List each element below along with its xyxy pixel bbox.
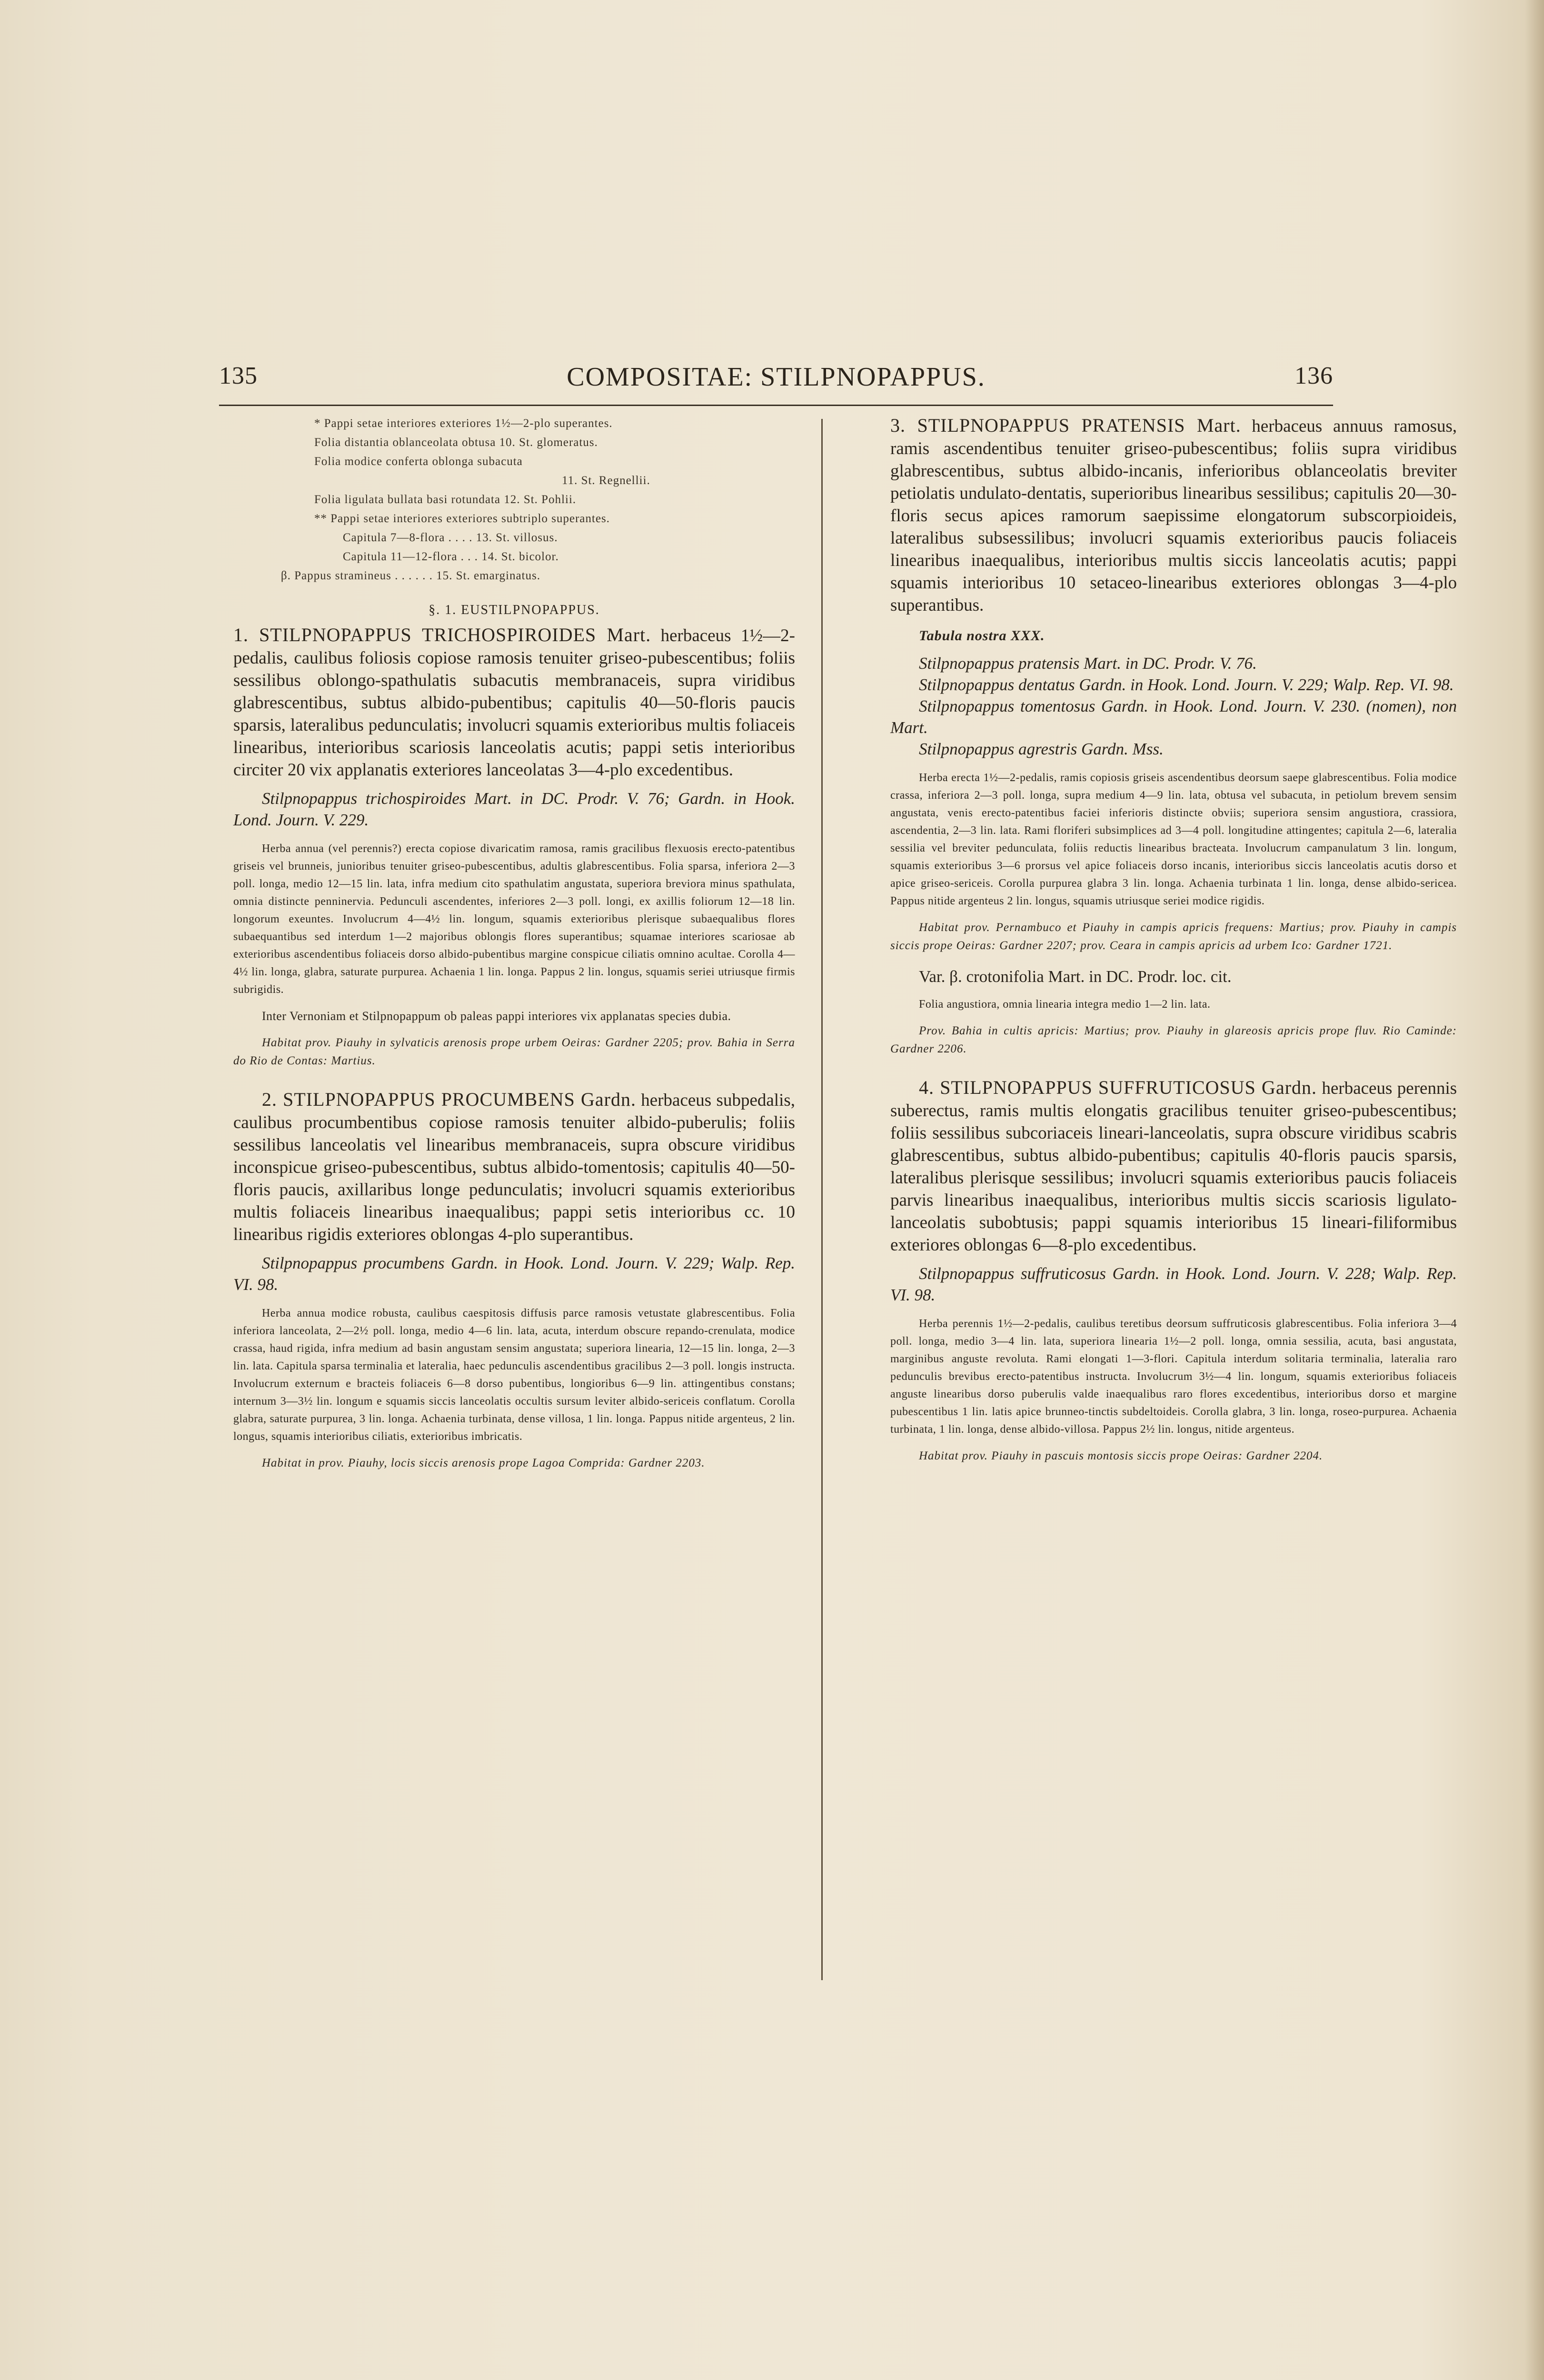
key-line: Folia modice conferta oblonga subacuta	[314, 455, 523, 468]
key-line: Capitula 7—8-flora . . . . 13. St. villosus.	[343, 531, 558, 544]
species-2-description: Herba annua modice robusta, caulibus caespitosis diffusis parce ramosis vetustate glabrescentibus. Folia inferiora lanceolata, 2—2½ poll. longa, medio 4—6 lin. lata, acuta, interdum obscure repando-crenulata, modice crassa, haud rigida, infra medium ad basin angustam sensim angustata; superiora linearia, 12—15 lin. longa, 2—3 lin. lata. Capitula sparsa terminalia et lateralia, haec pedunculis ascendentibus gracilibus 2—3 poll. longis instructa. Involucrum externum e bracteis foliaceis 6—8 dorso pubentibus, longioribus 6—9 lin. attingentibus constans; internum 3—3½ lin. longum e squamis siccis lanceolatis occultis sursum leviter albido-sericeis conflatum. Corolla glabra, saturate purpurea, 3 lin. longa. Achaenia turbinata, dense villosa, 1 lin. longa. Pappus nitide argenteus, 2 lin. longus, squamis interioribus ciliatis, exterioribus imbricatis.	[233, 1307, 795, 1443]
species-3-body: herbaceus annuus ramosus, ramis ascendentibus tenuiter griseo-pubescentibus; foliis supra viridibus glabrescentibus, subtus albido-incanis, inferioribus oblanceolatis breviter petiolatis undulato-dentatis, superioribus linearibus sessilibus; capitulis 20—30-floris secus apices ramorum saepissime elongatorum subscorpioideis, lateralibus subsessilibus; involucri squamis exterioribus paucis foliaceis linearibus inaequalibus, interioribus multis siccis lanceolatis acutis; pappi squamis interioribus 10 setaceo-linearibus exteriores oblongas 3—4-plo superantibus.	[890, 416, 1457, 615]
key-line: 11. St. Regnellii.	[562, 474, 650, 487]
species-2-body: herbaceus subpedalis, caulibus procumbentibus copiose ramosis tenuiter albido-puberulis; foliis sessilibus lanceolatis vel linearibus membranaceis, supra obscure viridibus inconspicue griseo-pubescentibus, subtus albido-tomentosis; capitulis 40—50-floris paucis, axillaribus longe pedunculatis; involucri squamis exterioribus multis foliaceis linearibus inaequalibus; pappi setis interioribus cc. 10 linearibus rigidis exteriores oblongas 4-plo superantibus.	[233, 1091, 795, 1244]
variety-heading: Var. β. crotonifolia Mart. in DC. Prodr. loc. cit.	[919, 967, 1232, 986]
key-line: Capitula 11—12-flora . . . 14. St. bicolor.	[343, 550, 559, 563]
variety-habitat: Prov. Bahia in cultis apricis: Martius; prov. Piauhy in glareosis apricis prope fluv. Rio Caminde: Gardner 2206.	[890, 1024, 1457, 1055]
species-1-diagnosis	[233, 624, 795, 781]
species-2-heading: 2. STILPNOPAPPUS PROCUMBENS Gardn.	[262, 1089, 636, 1110]
species-1-heading: 1. STILPNOPAPPUS TRICHOSPIROIDES Mart.	[233, 624, 651, 645]
running-header	[219, 362, 1333, 405]
species-2-diagnosis	[233, 1088, 795, 1246]
page-edge-shadow	[1525, 0, 1544, 2380]
header-rule	[219, 405, 1333, 406]
species-1-habitat: Habitat prov. Piauhy in sylvaticis arenosis prope urbem Oeiras: Gardner 2205; prov. Bahia in Serra do Rio de Contas: Martius.	[233, 1036, 795, 1067]
key-line: Folia distantia oblanceolata obtusa 10. St. glomeratus.	[314, 436, 598, 449]
species-4-synonymy: Stilpnopappus suffruticosus Gardn. in Hook. Lond. Journ. V. 228; Walp. Rep. VI. 98.	[890, 1264, 1457, 1304]
synonym-line: Stilpnopappus agrestris Gardn. Mss.	[919, 740, 1164, 758]
synonym-line: Stilpnopappus tomentosus Gardn. in Hook. Lond. Journ. V. 230. (nomen), non Mart.	[890, 697, 1457, 737]
right-column	[890, 414, 1457, 1465]
species-3-heading: 3. STILPNOPAPPUS PRATENSIS Mart.	[890, 415, 1241, 436]
species-2-habitat: Habitat in prov. Piauhy, locis siccis arenosis prope Lagoa Comprida: Gardner 2203.	[262, 1457, 705, 1469]
species-1-description: Herba annua (vel perennis?) erecta copiose divaricatim ramosa, ramis gracilibus flexuosis erecto-patentibus griseis vel brunneis, junioribus tenuiter griseo-pubescentibus, adultis glabrescentibus. Folia sparsa, inferiora 2—3 poll. longa, medio 12—15 lin. lata, infra medium cito spathulatim angustata, superiora breviora minus spathulata, omnia distincte penninervia. Pedunculi ascendentes, inferiores 2—3 poll. longi, ex axillis foliorum 12—18 lin. longorum exeuntes. Involucrum 4—4½ lin. longum, squamis exterioribus plerisque subaequalibus flores subaequantibus sed interdum 1—2 majoribus oblongis flores superantibus; squamae interiores scariosae ab exterioribus ascendentibus foliaceis dorso albido-pubentibus margine conspicue ciliatis omnino acultae. Corolla 4—4½ lin. longa, glabra, saturate purpurea. Achaenia 1 lin. longa. Pappus 2 lin. longus, squamis seriei utriusque firmis subrigidis.	[233, 843, 795, 996]
species-2-synonymy: Stilpnopappus procumbens Gardn. in Hook. Lond. Journ. V. 229; Walp. Rep. VI. 98.	[233, 1254, 795, 1294]
column-divider	[821, 419, 823, 1980]
species-4-habitat: Habitat prov. Piauhy in pascuis montosis siccis prope Oeiras: Gardner 2204.	[919, 1449, 1323, 1462]
key-line: Folia ligulata bullata basi rotundata 12. St. Pohlii.	[314, 493, 577, 506]
species-1-note: Inter Vernoniam et Stilpnopappum ob paleas pappi interiores vix applanatas species dubia.	[262, 1009, 731, 1023]
species-3-synonymy	[890, 653, 1457, 760]
species-key	[233, 414, 795, 585]
key-line: β. Pappus stramineus . . . . . . 15. St. emarginatus.	[281, 569, 541, 582]
species-3-habitat: Habitat prov. Pernambuco et Piauhy in campis apricis frequens: Martius; prov. Piauhy in campis siccis prope Oeiras: Gardner 2207; prov. Ceara in campis apricis ad urbem Ico: Gardner 1721.	[890, 921, 1457, 952]
variety-description: Folia angustiora, omnia linearia integra medio 1—2 lin. lata.	[919, 998, 1211, 1011]
left-column	[233, 414, 795, 1472]
key-line: * Pappi setae interiores exteriores 1½—2-plo superantes.	[314, 417, 613, 430]
page-number-right: 136	[1295, 362, 1333, 389]
species-4-body: herbaceus perennis suberectus, ramis multis elongatis gracilibus tenuiter griseo-pubescentibus; foliis sessilibus subcoriaceis lineari-lanceolatis, supra obscure viridibus scabris glabrescentibus, subtus albido-pubentibus; capitulis 40-floris paucis sparsis, lateralibus plerisque sessilibus; involucri squamis exterioribus paucis foliaceis parvis linearibus inaequalibus, interioribus multis siccis scariosis ligulato-lanceolatis subobtusis; pappi squamis interioribus 15 lineari-filiformibus exteriores oblongas 6—8-plo excedentibus.	[890, 1079, 1457, 1255]
synonym-line: Stilpnopappus pratensis Mart. in DC. Prodr. V. 76.	[919, 654, 1257, 673]
key-line: ** Pappi setae interiores exteriores subtriplo superantes.	[314, 512, 610, 525]
species-4-diagnosis	[890, 1076, 1457, 1256]
species-1-body: herbaceus 1½—2-pedalis, caulibus foliosis copiose ramosis tenuiter griseo-pubescentibus; foliis sessilibus oblongo-spathulatis subacutis membranaceis, supra viridibus glabrescentibus, subtus albido-pubentibus; capitulis 40—50-floris paucis sparsis, lateralibus pedunculatis; involucri squamis exterioribus multis foliaceis linearibus, interioribus scariosis lanceolatis acutis; pappi setis interioribus circiter 20 vix applanatis exteriores lanceolatas 3—4-plo excedentibus.	[233, 626, 795, 780]
species-3-diagnosis	[890, 414, 1457, 616]
section-heading: §. 1. EUSTILPNOPAPPUS.	[428, 603, 600, 617]
species-4-description: Herba perennis 1½—2-pedalis, caulibus teretibus deorsum suffruticosis glabrescentibus. Folia inferiora 3—4 poll. longa, medio 3—4 lin. lata, superiora linearia 1½—2 poll. longa, omnia sessilia, acuta, basi angustata, marginibus anguste revoluta. Rami elongati 1—3-flori. Capitula interdum solitaria terminalia, lateralia raro pedunculis brevibus erecto-patentibus instructa. Involucrum 3½—4 lin. longum, squamis exterioribus foliaceis anguste linearibus dorso puberulis valde inaequalibus raro flores excedentibus, interioribus dorso et margine pubescentibus 1 lin. latis apice brunneo-tinctis subdeltoideis. Corolla glabra, 3 lin. longa, roseo-purpurea. Achaenia turbinata, 1 lin. longa, dense albido-villosa. Pappus 2½ lin. longus, nitide argenteus.	[890, 1318, 1457, 1436]
plate-reference: Tabula nostra XXX.	[919, 628, 1045, 644]
page-number-left: 135	[219, 362, 258, 389]
species-1-synonymy: Stilpnopappus trichospiroides Mart. in DC. Prodr. V. 76; Gardn. in Hook. Lond. Journ. V. 229.	[233, 789, 795, 829]
synonym-line: Stilpnopappus dentatus Gardn. in Hook. Lond. Journ. V. 229; Walp. Rep. VI. 98.	[919, 675, 1454, 694]
species-4-heading: 4. STILPNOPAPPUS SUFFRUTICOSUS Gardn.	[919, 1077, 1317, 1098]
running-title: COMPOSITAE: STILPNOPAPPUS.	[567, 362, 986, 392]
species-3-description: Herba erecta 1½—2-pedalis, ramis copiosis griseis ascendentibus deorsum saepe glabrescentibus. Folia modice crassa, inferiora 2—3 poll. longa, supra medium 4—9 lin. lata, obtusa vel subacuta, in petiolum brevem sensim angustata, venis erecto-patentibus faciei inferioris distincte obviis; superiora sensim angustiora, crassiora, ascendentia, 2—3 lin. lata. Rami floriferi subsimplices ad 3—4 poll. longitudine attingentes; capitula 2—6, lateralia sessilia vel breviter pedunculata, foliis reductis linearibus bracteata. Involucrum campanulatum 3 lin. longum, squamis exterioribus 3—6 prorsus vel apice foliaceis dorso incanis, interioribus siccis lanceolatis acutis dorso et apice griseo-sericeis. Corolla purpurea glabra 3 lin. longa. Achaenia turbinata 1 lin. longa, dense albido-sericea. Pappus nitide argenteus 2 lin. longus, squamis utriusque seriei modice rigidis.	[890, 772, 1457, 907]
